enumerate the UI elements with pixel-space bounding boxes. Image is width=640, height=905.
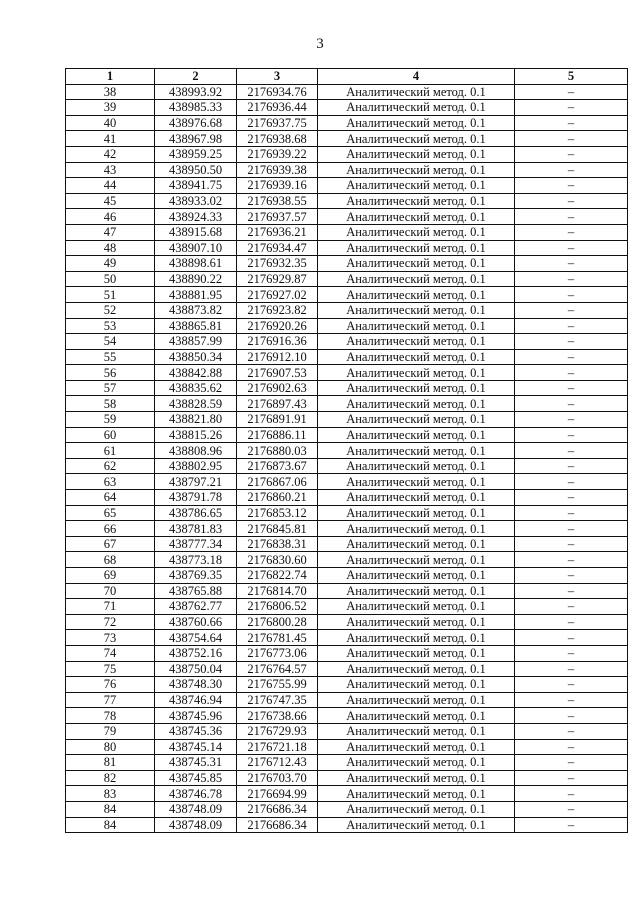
header-cell-1: 1 [66, 69, 155, 85]
note-cell: – [515, 287, 628, 303]
y-coordinate-cell: 2176923.82 [237, 302, 318, 318]
table-row [66, 193, 628, 209]
x-coordinate-cell: 438777.34 [155, 536, 237, 552]
y-coordinate-cell: 2176920.26 [237, 318, 318, 334]
note-cell: – [515, 412, 628, 428]
y-coordinate-cell: 2176939.16 [237, 178, 318, 194]
note-cell: – [515, 521, 628, 537]
table-row [66, 287, 628, 303]
point-number-cell: 78 [66, 708, 155, 724]
point-number-cell: 42 [66, 146, 155, 162]
point-number-cell: 70 [66, 583, 155, 599]
point-number-cell: 64 [66, 490, 155, 506]
y-coordinate-cell: 2176937.57 [237, 209, 318, 225]
y-coordinate-cell: 2176927.02 [237, 287, 318, 303]
table-row [66, 661, 628, 677]
table-row [66, 817, 628, 833]
table-row [66, 692, 628, 708]
y-coordinate-cell: 2176822.74 [237, 568, 318, 584]
point-number-cell: 39 [66, 100, 155, 116]
page-number: 3 [316, 36, 324, 52]
point-number-cell: 59 [66, 412, 155, 428]
x-coordinate-cell: 438915.68 [155, 224, 237, 240]
table-row [66, 677, 628, 693]
point-number-cell: 49 [66, 256, 155, 272]
note-cell: – [515, 178, 628, 194]
note-cell: – [515, 739, 628, 755]
y-coordinate-cell: 2176916.36 [237, 334, 318, 350]
note-cell: – [515, 256, 628, 272]
table-row [66, 801, 628, 817]
method-cell: Аналитический метод. 0.1 [318, 614, 515, 630]
x-coordinate-cell: 438745.31 [155, 755, 237, 771]
x-coordinate-cell: 438750.04 [155, 661, 237, 677]
method-cell: Аналитический метод. 0.1 [318, 552, 515, 568]
x-coordinate-cell: 438907.10 [155, 240, 237, 256]
note-cell: – [515, 583, 628, 599]
method-cell: Аналитический метод. 0.1 [318, 786, 515, 802]
x-coordinate-cell: 438773.18 [155, 552, 237, 568]
table-row [66, 396, 628, 412]
method-cell: Аналитический метод. 0.1 [318, 178, 515, 194]
x-coordinate-cell: 438815.26 [155, 427, 237, 443]
table-row [66, 84, 628, 100]
note-cell: – [515, 490, 628, 506]
y-coordinate-cell: 2176867.06 [237, 474, 318, 490]
y-coordinate-cell: 2176800.28 [237, 614, 318, 630]
note-cell: – [515, 443, 628, 459]
y-coordinate-cell: 2176712.43 [237, 755, 318, 771]
y-coordinate-cell: 2176729.93 [237, 723, 318, 739]
header-cell-2: 2 [155, 69, 237, 85]
y-coordinate-cell: 2176686.34 [237, 801, 318, 817]
y-coordinate-cell: 2176838.31 [237, 536, 318, 552]
note-cell: – [515, 474, 628, 490]
table-header-row [66, 69, 628, 85]
table-row [66, 614, 628, 630]
point-number-cell: 76 [66, 677, 155, 693]
point-number-cell: 75 [66, 661, 155, 677]
y-coordinate-cell: 2176886.11 [237, 427, 318, 443]
note-cell: – [515, 630, 628, 646]
y-coordinate-cell: 2176703.70 [237, 770, 318, 786]
x-coordinate-cell: 438762.77 [155, 599, 237, 615]
y-coordinate-cell: 2176936.21 [237, 224, 318, 240]
note-cell: – [515, 131, 628, 147]
point-number-cell: 58 [66, 396, 155, 412]
y-coordinate-cell: 2176806.52 [237, 599, 318, 615]
x-coordinate-cell: 438752.16 [155, 645, 237, 661]
point-number-cell: 65 [66, 505, 155, 521]
method-cell: Аналитический метод. 0.1 [318, 723, 515, 739]
note-cell: – [515, 661, 628, 677]
method-cell: Аналитический метод. 0.1 [318, 474, 515, 490]
x-coordinate-cell: 438769.35 [155, 568, 237, 584]
table-row [66, 739, 628, 755]
point-number-cell: 60 [66, 427, 155, 443]
y-coordinate-cell: 2176907.53 [237, 365, 318, 381]
point-number-cell: 74 [66, 645, 155, 661]
x-coordinate-cell: 438857.99 [155, 334, 237, 350]
note-cell: – [515, 552, 628, 568]
point-number-cell: 83 [66, 786, 155, 802]
point-number-cell: 43 [66, 162, 155, 178]
method-cell: Аналитический метод. 0.1 [318, 209, 515, 225]
note-cell: – [515, 505, 628, 521]
note-cell: – [515, 723, 628, 739]
table-row [66, 568, 628, 584]
table-row [66, 224, 628, 240]
y-coordinate-cell: 2176773.06 [237, 645, 318, 661]
point-number-cell: 55 [66, 349, 155, 365]
method-cell: Аналитический метод. 0.1 [318, 427, 515, 443]
y-coordinate-cell: 2176738.66 [237, 708, 318, 724]
method-cell: Аналитический метод. 0.1 [318, 677, 515, 693]
point-number-cell: 80 [66, 739, 155, 755]
note-cell: – [515, 692, 628, 708]
note-cell: – [515, 84, 628, 100]
y-coordinate-cell: 2176937.75 [237, 115, 318, 131]
y-coordinate-cell: 2176934.76 [237, 84, 318, 100]
x-coordinate-cell: 438786.65 [155, 505, 237, 521]
method-cell: Аналитический метод. 0.1 [318, 84, 515, 100]
y-coordinate-cell: 2176934.47 [237, 240, 318, 256]
table-row [66, 240, 628, 256]
y-coordinate-cell: 2176747.35 [237, 692, 318, 708]
y-coordinate-cell: 2176860.21 [237, 490, 318, 506]
table-row [66, 146, 628, 162]
method-cell: Аналитический метод. 0.1 [318, 146, 515, 162]
x-coordinate-cell: 438950.50 [155, 162, 237, 178]
table-row [66, 645, 628, 661]
x-coordinate-cell: 438959.25 [155, 146, 237, 162]
x-coordinate-cell: 438746.94 [155, 692, 237, 708]
point-number-cell: 63 [66, 474, 155, 490]
x-coordinate-cell: 438976.68 [155, 115, 237, 131]
method-cell: Аналитический метод. 0.1 [318, 115, 515, 131]
table-row [66, 474, 628, 490]
x-coordinate-cell: 438760.66 [155, 614, 237, 630]
x-coordinate-cell: 438890.22 [155, 271, 237, 287]
note-cell: – [515, 115, 628, 131]
table-row [66, 412, 628, 428]
table-row [66, 770, 628, 786]
note-cell: – [515, 146, 628, 162]
x-coordinate-cell: 438748.09 [155, 801, 237, 817]
method-cell: Аналитический метод. 0.1 [318, 287, 515, 303]
method-cell: Аналитический метод. 0.1 [318, 692, 515, 708]
table-row [66, 490, 628, 506]
method-cell: Аналитический метод. 0.1 [318, 380, 515, 396]
table-row [66, 162, 628, 178]
point-number-cell: 53 [66, 318, 155, 334]
note-cell: – [515, 786, 628, 802]
point-number-cell: 61 [66, 443, 155, 459]
point-number-cell: 40 [66, 115, 155, 131]
point-number-cell: 62 [66, 458, 155, 474]
table-row [66, 349, 628, 365]
method-cell: Аналитический метод. 0.1 [318, 645, 515, 661]
method-cell: Аналитический метод. 0.1 [318, 817, 515, 833]
point-number-cell: 54 [66, 334, 155, 350]
x-coordinate-cell: 438835.62 [155, 380, 237, 396]
point-number-cell: 84 [66, 801, 155, 817]
table-row [66, 271, 628, 287]
point-number-cell: 38 [66, 84, 155, 100]
point-number-cell: 84 [66, 817, 155, 833]
method-cell: Аналитический метод. 0.1 [318, 583, 515, 599]
header-cell-5: 5 [515, 69, 628, 85]
method-cell: Аналитический метод. 0.1 [318, 536, 515, 552]
method-cell: Аналитический метод. 0.1 [318, 256, 515, 272]
y-coordinate-cell: 2176845.81 [237, 521, 318, 537]
note-cell: – [515, 770, 628, 786]
table-row [66, 786, 628, 802]
method-cell: Аналитический метод. 0.1 [318, 739, 515, 755]
method-cell: Аналитический метод. 0.1 [318, 630, 515, 646]
x-coordinate-cell: 438828.59 [155, 396, 237, 412]
method-cell: Аналитический метод. 0.1 [318, 661, 515, 677]
note-cell: – [515, 349, 628, 365]
table-row [66, 583, 628, 599]
method-cell: Аналитический метод. 0.1 [318, 100, 515, 116]
header-cell-3: 3 [237, 69, 318, 85]
y-coordinate-cell: 2176938.55 [237, 193, 318, 209]
note-cell: – [515, 302, 628, 318]
x-coordinate-cell: 438791.78 [155, 490, 237, 506]
x-coordinate-cell: 438985.33 [155, 100, 237, 116]
point-number-cell: 41 [66, 131, 155, 147]
note-cell: – [515, 334, 628, 350]
note-cell: – [515, 645, 628, 661]
point-number-cell: 82 [66, 770, 155, 786]
method-cell: Аналитический метод. 0.1 [318, 193, 515, 209]
x-coordinate-cell: 438873.82 [155, 302, 237, 318]
x-coordinate-cell: 438842.88 [155, 365, 237, 381]
table-row [66, 723, 628, 739]
table-row [66, 302, 628, 318]
method-cell: Аналитический метод. 0.1 [318, 770, 515, 786]
point-number-cell: 57 [66, 380, 155, 396]
x-coordinate-cell: 438748.09 [155, 817, 237, 833]
table-row [66, 521, 628, 537]
point-number-cell: 77 [66, 692, 155, 708]
note-cell: – [515, 162, 628, 178]
x-coordinate-cell: 438802.95 [155, 458, 237, 474]
point-number-cell: 50 [66, 271, 155, 287]
y-coordinate-cell: 2176897.43 [237, 396, 318, 412]
table-row [66, 365, 628, 381]
method-cell: Аналитический метод. 0.1 [318, 224, 515, 240]
y-coordinate-cell: 2176891.91 [237, 412, 318, 428]
point-number-cell: 66 [66, 521, 155, 537]
y-coordinate-cell: 2176902.63 [237, 380, 318, 396]
note-cell: – [515, 599, 628, 615]
note-cell: – [515, 209, 628, 225]
table-row [66, 552, 628, 568]
y-coordinate-cell: 2176694.99 [237, 786, 318, 802]
x-coordinate-cell: 438745.14 [155, 739, 237, 755]
table-row [66, 458, 628, 474]
x-coordinate-cell: 438808.96 [155, 443, 237, 459]
x-coordinate-cell: 438745.85 [155, 770, 237, 786]
x-coordinate-cell: 438941.75 [155, 178, 237, 194]
method-cell: Аналитический метод. 0.1 [318, 443, 515, 459]
note-cell: – [515, 427, 628, 443]
note-cell: – [515, 271, 628, 287]
method-cell: Аналитический метод. 0.1 [318, 162, 515, 178]
point-number-cell: 73 [66, 630, 155, 646]
method-cell: Аналитический метод. 0.1 [318, 521, 515, 537]
method-cell: Аналитический метод. 0.1 [318, 801, 515, 817]
y-coordinate-cell: 2176814.70 [237, 583, 318, 599]
y-coordinate-cell: 2176938.68 [237, 131, 318, 147]
table-row [66, 427, 628, 443]
point-number-cell: 72 [66, 614, 155, 630]
x-coordinate-cell: 438881.95 [155, 287, 237, 303]
method-cell: Аналитический метод. 0.1 [318, 412, 515, 428]
table-row [66, 209, 628, 225]
y-coordinate-cell: 2176721.18 [237, 739, 318, 755]
table-row [66, 380, 628, 396]
method-cell: Аналитический метод. 0.1 [318, 349, 515, 365]
table-row [66, 115, 628, 131]
note-cell: – [515, 755, 628, 771]
point-number-cell: 56 [66, 365, 155, 381]
method-cell: Аналитический метод. 0.1 [318, 568, 515, 584]
y-coordinate-cell: 2176781.45 [237, 630, 318, 646]
point-number-cell: 79 [66, 723, 155, 739]
point-number-cell: 45 [66, 193, 155, 209]
table-row [66, 630, 628, 646]
method-cell: Аналитический метод. 0.1 [318, 755, 515, 771]
y-coordinate-cell: 2176853.12 [237, 505, 318, 521]
table-body [66, 84, 628, 833]
method-cell: Аналитический метод. 0.1 [318, 302, 515, 318]
method-cell: Аналитический метод. 0.1 [318, 599, 515, 615]
note-cell: – [515, 380, 628, 396]
y-coordinate-cell: 2176929.87 [237, 271, 318, 287]
table-row [66, 599, 628, 615]
note-cell: – [515, 240, 628, 256]
point-number-cell: 52 [66, 302, 155, 318]
point-number-cell: 47 [66, 224, 155, 240]
table-row [66, 178, 628, 194]
x-coordinate-cell: 438745.96 [155, 708, 237, 724]
x-coordinate-cell: 438765.88 [155, 583, 237, 599]
note-cell: – [515, 817, 628, 833]
x-coordinate-cell: 438821.80 [155, 412, 237, 428]
note-cell: – [515, 100, 628, 116]
point-number-cell: 81 [66, 755, 155, 771]
table-row [66, 755, 628, 771]
note-cell: – [515, 568, 628, 584]
note-cell: – [515, 801, 628, 817]
coordinates-table [65, 68, 628, 833]
method-cell: Аналитический метод. 0.1 [318, 505, 515, 521]
table-row [66, 505, 628, 521]
point-number-cell: 69 [66, 568, 155, 584]
table-row [66, 131, 628, 147]
x-coordinate-cell: 438781.83 [155, 521, 237, 537]
point-number-cell: 46 [66, 209, 155, 225]
table-row [66, 334, 628, 350]
point-number-cell: 71 [66, 599, 155, 615]
point-number-cell: 44 [66, 178, 155, 194]
x-coordinate-cell: 438993.92 [155, 84, 237, 100]
note-cell: – [515, 677, 628, 693]
method-cell: Аналитический метод. 0.1 [318, 365, 515, 381]
note-cell: – [515, 318, 628, 334]
method-cell: Аналитический метод. 0.1 [318, 396, 515, 412]
y-coordinate-cell: 2176932.35 [237, 256, 318, 272]
note-cell: – [515, 536, 628, 552]
y-coordinate-cell: 2176764.57 [237, 661, 318, 677]
table-row [66, 443, 628, 459]
method-cell: Аналитический метод. 0.1 [318, 318, 515, 334]
table-row [66, 536, 628, 552]
table-row [66, 708, 628, 724]
note-cell: – [515, 458, 628, 474]
x-coordinate-cell: 438967.98 [155, 131, 237, 147]
x-coordinate-cell: 438797.21 [155, 474, 237, 490]
point-number-cell: 51 [66, 287, 155, 303]
method-cell: Аналитический метод. 0.1 [318, 490, 515, 506]
note-cell: – [515, 614, 628, 630]
table-row [66, 256, 628, 272]
x-coordinate-cell: 438924.33 [155, 209, 237, 225]
x-coordinate-cell: 438748.30 [155, 677, 237, 693]
x-coordinate-cell: 438745.36 [155, 723, 237, 739]
y-coordinate-cell: 2176830.60 [237, 552, 318, 568]
method-cell: Аналитический метод. 0.1 [318, 708, 515, 724]
y-coordinate-cell: 2176755.99 [237, 677, 318, 693]
y-coordinate-cell: 2176880.03 [237, 443, 318, 459]
x-coordinate-cell: 438746.78 [155, 786, 237, 802]
table-row [66, 318, 628, 334]
x-coordinate-cell: 438898.61 [155, 256, 237, 272]
x-coordinate-cell: 438850.34 [155, 349, 237, 365]
y-coordinate-cell: 2176936.44 [237, 100, 318, 116]
table-row [66, 100, 628, 116]
x-coordinate-cell: 438933.02 [155, 193, 237, 209]
y-coordinate-cell: 2176912.10 [237, 349, 318, 365]
method-cell: Аналитический метод. 0.1 [318, 271, 515, 287]
point-number-cell: 67 [66, 536, 155, 552]
y-coordinate-cell: 2176939.22 [237, 146, 318, 162]
point-number-cell: 48 [66, 240, 155, 256]
note-cell: – [515, 365, 628, 381]
note-cell: – [515, 224, 628, 240]
method-cell: Аналитический метод. 0.1 [318, 458, 515, 474]
header-cell-4: 4 [318, 69, 515, 85]
x-coordinate-cell: 438865.81 [155, 318, 237, 334]
method-cell: Аналитический метод. 0.1 [318, 131, 515, 147]
note-cell: – [515, 396, 628, 412]
y-coordinate-cell: 2176686.34 [237, 817, 318, 833]
y-coordinate-cell: 2176873.67 [237, 458, 318, 474]
note-cell: – [515, 193, 628, 209]
point-number-cell: 68 [66, 552, 155, 568]
x-coordinate-cell: 438754.64 [155, 630, 237, 646]
y-coordinate-cell: 2176939.38 [237, 162, 318, 178]
method-cell: Аналитический метод. 0.1 [318, 334, 515, 350]
method-cell: Аналитический метод. 0.1 [318, 240, 515, 256]
note-cell: – [515, 708, 628, 724]
